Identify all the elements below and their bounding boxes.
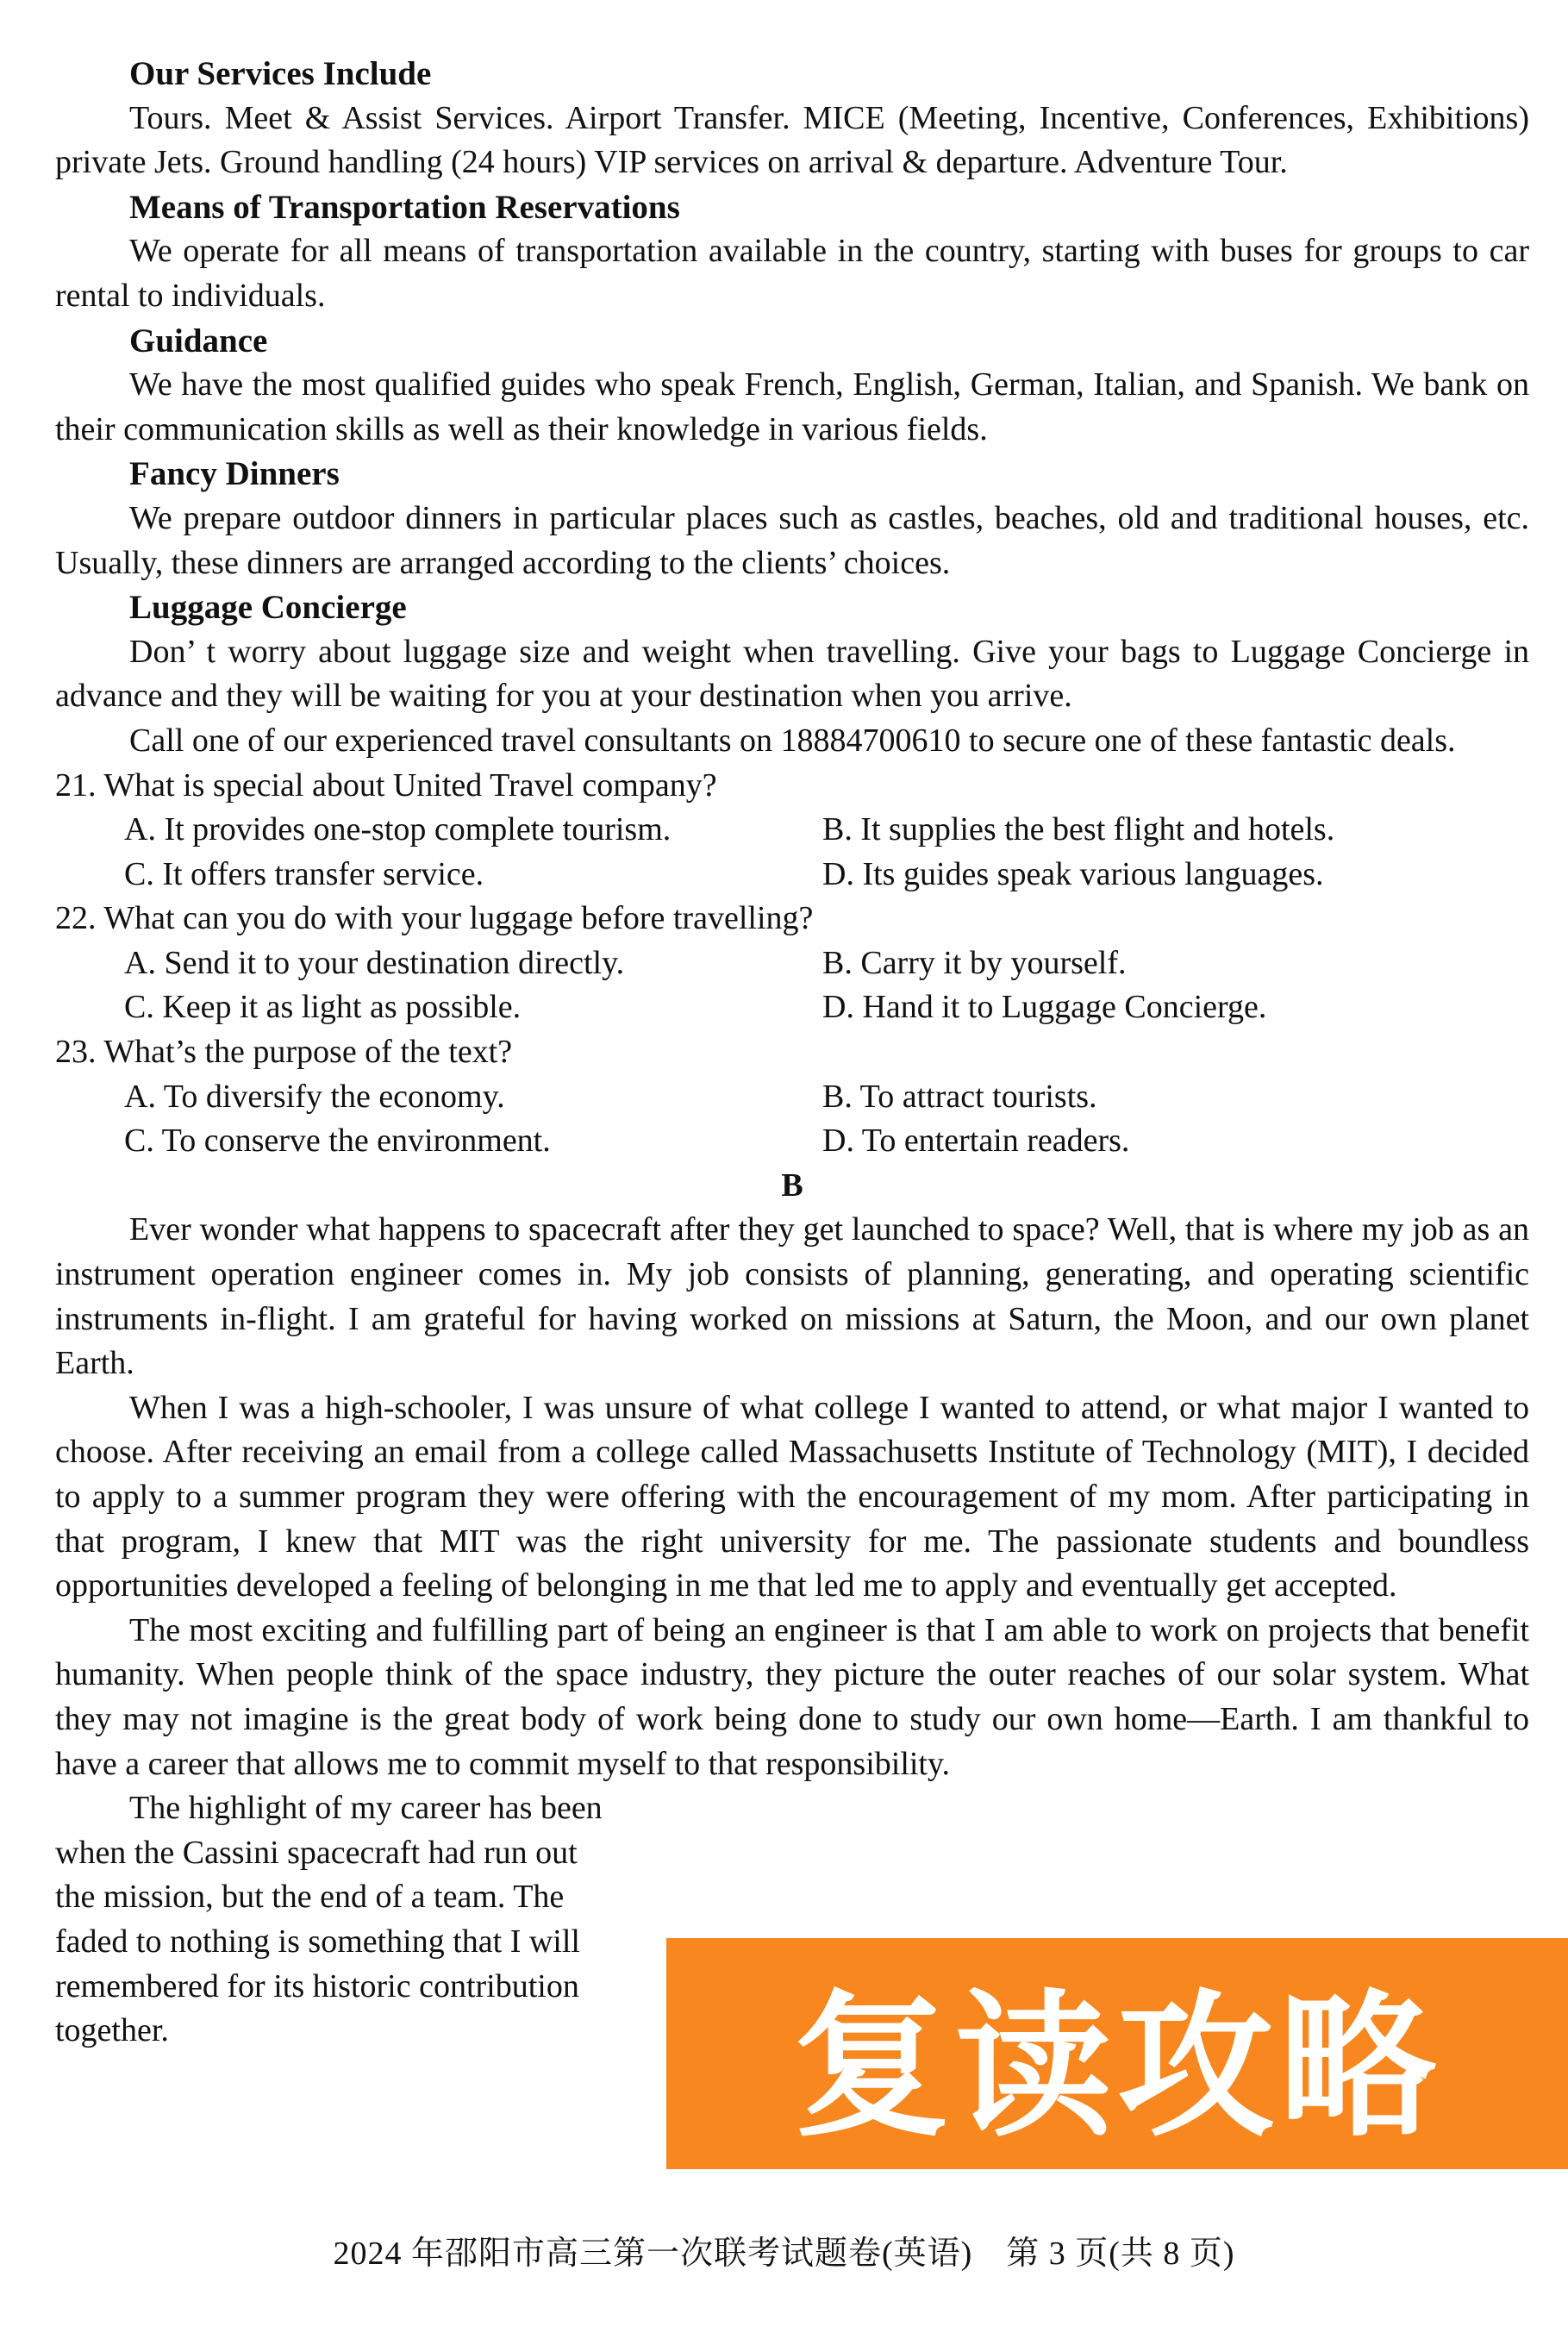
dinners-heading: Fancy Dinners	[129, 455, 340, 493]
passage-b-paragraph-1: Ever wonder what happens to spacecraft after they get launched to space? Well, that is where my job as an instrument operation engineer comes in. My job consists of planning, generating, and operating scientific instruments in-flight. I am grateful for having worked on missions at Saturn, the Moon, and our own planet Earth.	[55, 1211, 1529, 1382]
passage-b-paragraph-3: The most exciting and fulfilling part of being an engineer is that I am able to work on projects that benefit humanity. When people think of the space industry, they picture the outer reaches of our solar system. What they may not imagine is the great body of work being done to study our own home—Earth. I am thankful to have a career that allows me to commit myself to that responsibility.	[55, 1611, 1529, 1782]
question-22	[55, 897, 1529, 1030]
luggage-text: Don’ t worry about luggage size and weight when travelling. Give your bags to Luggage Concierge in advance and they will be waiting for you at your destination when you arrive.	[55, 633, 1529, 715]
dinners-text: We prepare outdoor dinners in particular places such as castles, beaches, old and traditional houses, etc. Usually, these dinners are arranged according to the clients’ choices.	[55, 499, 1529, 581]
passage-b-paragraph-2: When I was a high-schooler, I was unsure of what college I wanted to attend, or what major I wanted to choose. After receiving an email from a college called Massachusetts Institute of Technology (MIT), I decided to apply to a summer program they were offering with the encouragement of my mom. After participating in that program, I knew that MIT was the right university for me. The passionate students and boundless opportunities developed a feeling of belonging in me that led me to apply and eventually get accepted.	[55, 1389, 1529, 1604]
transport-text: We operate for all means of transportation available in the country, starting with buses for groups to car rental to individuals.	[55, 233, 1529, 314]
watermark-banner: 复读攻略	[666, 1938, 1568, 2169]
services-text: Tours. Meet & Assist Services. Airport Transfer. MICE (Meeting, Incentive, Conferences, Exhibitions) private Jets. Ground handling (24 hours) VIP services on arrival & departure. Adventure Tour.	[55, 99, 1529, 181]
transport-heading: Means of Transportation Reservations	[129, 188, 680, 226]
option-b[interactable]: B. It supplies the best flight and hotels.	[822, 811, 1335, 848]
paragraph-line: the mission, but the end of a team. The	[55, 1879, 565, 1916]
option-b[interactable]: B. To attract tourists.	[822, 1078, 1097, 1115]
option-d[interactable]: D. To entertain readers.	[822, 1123, 1130, 1160]
option-a[interactable]: A. Send it to your destination directly.	[124, 944, 625, 981]
guidance-heading: Guidance	[129, 322, 268, 360]
question-23	[55, 1030, 1529, 1164]
section-b-label: B	[781, 1166, 803, 1204]
luggage-heading: Luggage Concierge	[129, 589, 407, 627]
paragraph-line: The highlight of my career has been	[129, 1790, 603, 1827]
page-footer: 2024 年邵阳市高三第一次联考试题卷(英语) 第 3 页(共 8 页)	[333, 2236, 1235, 2272]
option-c[interactable]: C. It offers transfer service.	[124, 855, 484, 892]
option-c[interactable]: C. Keep it as light as possible.	[124, 989, 522, 1026]
paragraph-line: together.	[55, 2012, 169, 2049]
option-b[interactable]: B. Carry it by yourself.	[822, 944, 1127, 981]
option-d[interactable]: D. Hand it to Luggage Concierge.	[822, 989, 1267, 1026]
option-c[interactable]: C. To conserve the environment.	[124, 1123, 551, 1160]
question-21	[55, 764, 1529, 897]
question-stem: 23. What’s the purpose of the text?	[55, 1034, 513, 1071]
exam-page	[55, 52, 1529, 2054]
option-d[interactable]: D. Its guides speak various languages.	[822, 855, 1324, 892]
option-a[interactable]: A. To diversify the economy.	[124, 1078, 505, 1115]
question-stem: 22. What can you do with your luggage before travelling?	[55, 900, 814, 937]
option-a[interactable]: A. It provides one-stop complete tourism.	[124, 811, 672, 848]
paragraph-line: when the Cassini spacecraft had run out	[55, 1834, 578, 1871]
guidance-text: We have the most qualified guides who speak French, English, German, Italian, and Spanish. We bank on their communication skills as well as their knowledge in various fields.	[55, 366, 1529, 447]
paragraph-line: remembered for its historic contribution	[55, 1967, 579, 2004]
paragraph-line: faded to nothing is something that I will	[55, 1923, 580, 1960]
services-heading: Our Services Include	[129, 55, 432, 92]
question-stem: 21. What is special about United Travel company?	[55, 766, 717, 804]
call-text: Call one of our experienced travel consultants on 18884700610 to secure one of these fantastic deals.	[129, 722, 1456, 759]
